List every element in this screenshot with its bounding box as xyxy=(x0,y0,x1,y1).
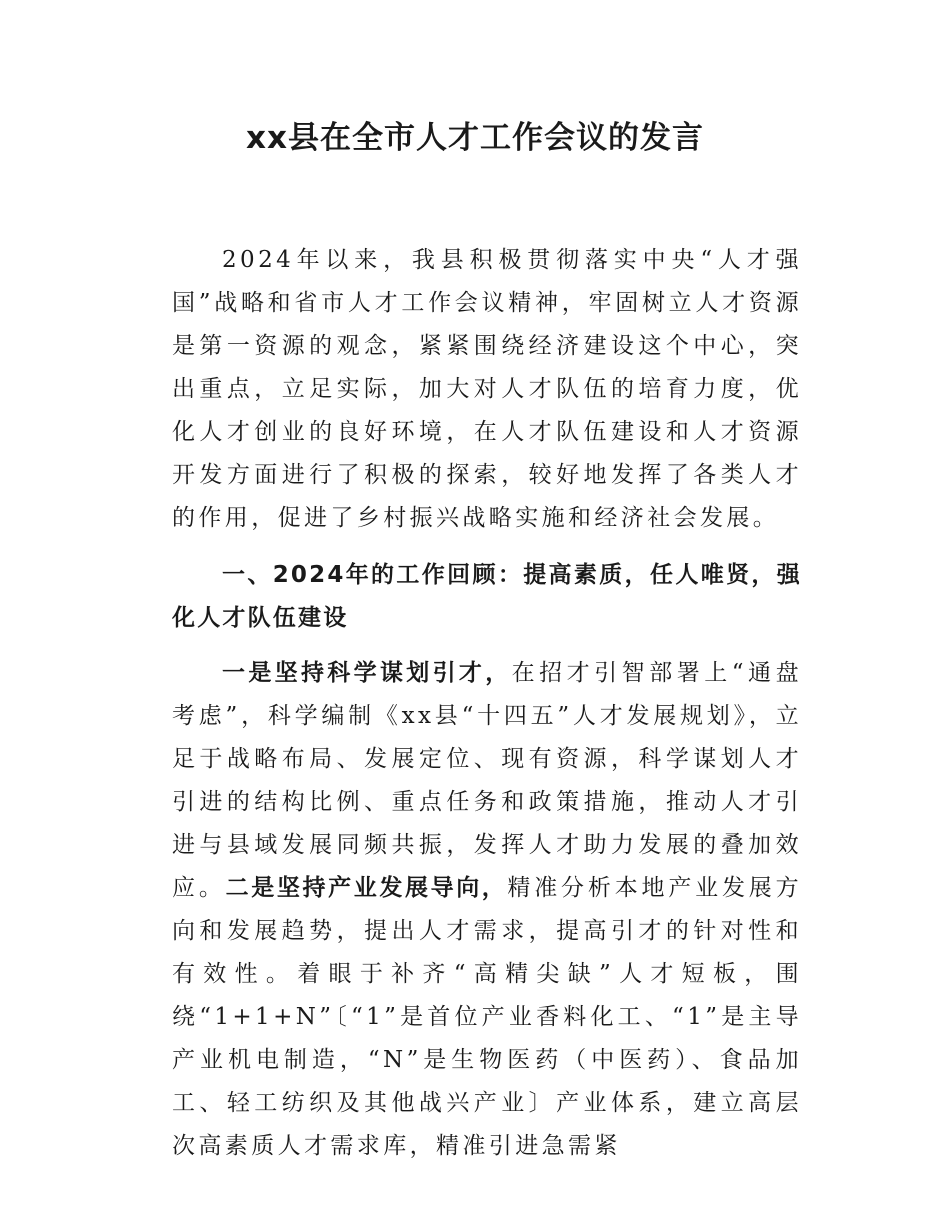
paragraph-text-1: 在招才引智部署上“通盘考虑”，科学编制《xx县“十四五”人才发展规划》，立足于战略布局、发展定位、现有资源，科学谋划人才引进的结构比例、重点任务和政策措施，推动人才引进与县域发展同频共振，发挥人才助力发展的叠加效应。 xyxy=(172,660,802,901)
intro-paragraph: 2024年以来，我县积极贯彻落实中央“人才强国”战略和省市人才工作会议精神，牢固树立人才资源是第一资源的观念，紧紧围绕经济建设这个中心，突出重点，立足实际，加大对人才队伍的培育力度，优化人才创业的良好环境，在人才队伍建设和人才资源开发方面进行了积极的探索，较好地发挥了各类人才的作用，促进了乡村振兴战略实施和经济社会发展。 xyxy=(172,247,802,531)
lead-phrase-2: 二是坚持产业发展导向， xyxy=(225,875,508,901)
section-paragraph-1 xyxy=(172,652,802,1168)
document-title: xx县在全市人才工作会议的发言 xyxy=(246,120,704,156)
section-heading-1: 一、2024年的工作回顾：提高素质，任人唯贤，强化人才队伍建设 xyxy=(172,562,802,631)
lead-phrase-1: 一是坚持科学谋划引才， xyxy=(222,660,512,686)
paragraph-text-2: 精准分析本地产业发展方向和发展趋势，提出人才需求，提高引才的针对性和有效性。着眼于补齐“高精尖缺”人才短板，围绕“1+1+N”〔“1”是首位产业香料化工、“1”是主导产业机电制造，“N”是生物医药（中医药）、食品加工、轻工纺织及其他战兴产业〕产业体系，建立高层次高素质人才需求库，精准引进急需紧 xyxy=(172,875,802,1159)
